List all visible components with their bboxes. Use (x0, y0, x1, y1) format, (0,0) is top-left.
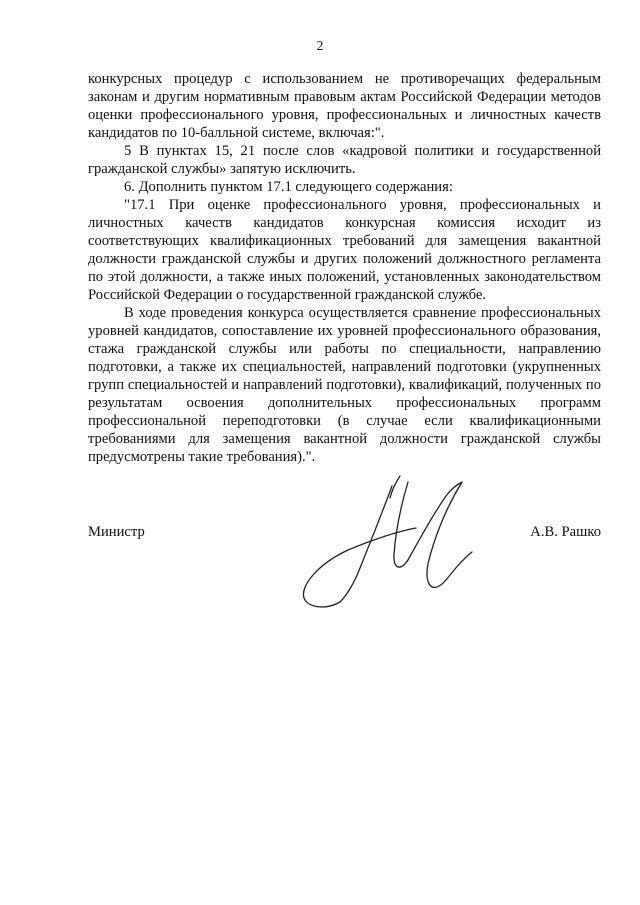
document-body (88, 70, 601, 466)
handwritten-signature (296, 468, 486, 616)
signatory-title: Министр (88, 524, 145, 540)
signatory-name: А.В. Рашко (530, 524, 601, 540)
paragraph-competition-comparison: В ходе проведения конкурса осуществляется сравнение профессиональных уровней кандидатов, сопоставление их уровней профессионального образования, стажа гражданской службы или работы по специальности, направлению подготовки, а также их специальностей, направлений подготовки (укрупненных групп специальностей и направлений подготовки), квалификаций, полученных по результатам освоения дополнительных профессиональных программ профессиональной переподготовки (в случае если квалификационными требованиями для замещения вакантной должности гражданской службы предусмотрены такие требования).". (88, 305, 601, 465)
page-number: 2 (316, 38, 324, 53)
paragraph-item-6: 6. Дополнить пунктом 17.1 следующего содержания: (124, 179, 453, 195)
paragraph-item-5: 5 В пунктах 15, 21 после слов «кадровой политики и государственной гражданской службы» запятую исключить. (88, 143, 601, 177)
paragraph-clause-17-1: "17.1 При оценке профессионального уровня, профессиональных и личностных качеств кандидатов конкурсная комиссия исходит из соответствующих квалификационных требований для замещения вакантной должности гражданской службы и других положений должностного регламента по этой должности, а также иных положений, установленных законодательством Российской Федерации о государственной гражданской службе. (88, 197, 601, 303)
paragraph-continuation: конкурсных процедур с использованием не противоречащих федеральным законам и другим нормативным правовым актам Российской Федерации методов оценки профессионального уровня, профессиональных и личностных качеств кандидатов по 10-балльной системе, включая:". (88, 71, 601, 141)
